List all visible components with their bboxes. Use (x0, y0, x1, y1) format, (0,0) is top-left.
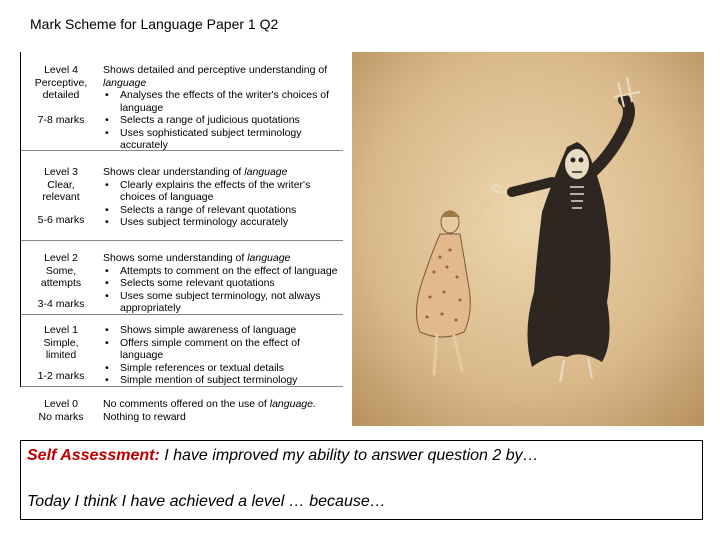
bullet-item: • Analyses the effects of the writer's choices of language (103, 89, 341, 114)
level-summary: Shows detailed and perceptive understanding of language (103, 64, 328, 89)
level-descriptor: Perceptive, (34, 76, 88, 89)
level-descriptor: No marks (38, 410, 84, 423)
level-summary: No comments offered on the use of language. (103, 398, 316, 410)
illustration-image (352, 52, 704, 426)
level-extra: Nothing to reward (103, 410, 186, 423)
level-0-row (21, 388, 343, 426)
bullet-item: • Offers simple comment on the effect of language (103, 337, 341, 362)
level-1-row (21, 316, 343, 387)
bullet-item: • Selects a range of relevant quotations (103, 204, 341, 217)
level-marks: 7-8 marks (37, 113, 85, 126)
level-name: Level 4 (44, 64, 78, 76)
level-descriptor: Some, (45, 264, 77, 277)
mark-scheme-table (20, 52, 343, 423)
level-4-row (21, 52, 343, 151)
bullet-item: • Uses subject terminology accurately (103, 216, 341, 229)
bullet-item: • Simple references or textual details (103, 362, 341, 375)
bullet-item: • Shows simple awareness of language (103, 324, 341, 337)
bullet-item: • Uses some subject terminology, not always appropriately (103, 290, 341, 315)
level-bullets (103, 324, 341, 387)
level-marks: 1-2 marks (37, 369, 85, 382)
level-3-row (21, 152, 343, 241)
level-marks: 5-6 marks (37, 213, 85, 226)
level-bullets (103, 89, 341, 152)
level-descriptor: relevant (42, 191, 80, 203)
level-summary: Shows clear understanding of language (103, 166, 288, 178)
level-descriptor: Clear, (47, 178, 75, 191)
level-bullets (103, 179, 341, 229)
level-descriptor: attempts (40, 277, 82, 289)
level-descriptor: Simple, (43, 336, 79, 349)
level-name: Level 3 (44, 166, 78, 178)
bullet-item: • Attempts to comment on the effect of language (103, 265, 341, 278)
level-reflection-prompt: Today I think I have achieved a level … because… (27, 493, 386, 510)
page-title: Mark Scheme for Language Paper 1 Q2 (30, 16, 279, 32)
level-name: Level 2 (44, 252, 78, 264)
dance-of-death-illustration (352, 52, 704, 426)
level-name: Level 0 (44, 398, 78, 410)
bullet-item: • Simple mention of subject terminology (103, 374, 341, 387)
level-descriptor: detailed (42, 89, 80, 101)
self-assessment-box[interactable] (20, 440, 703, 520)
bullet-item: • Clearly explains the effects of the writer's choices of language (103, 179, 341, 204)
self-assessment-label: Self Assessment: (27, 447, 160, 464)
level-descriptor: limited (45, 349, 77, 361)
self-assessment-prompt: Self Assessment: I have improved my ability to answer question 2 by… (27, 447, 539, 464)
bullet-item: • Uses sophisticated subject terminology accurately (103, 127, 341, 152)
level-summary: Shows some understanding of language (103, 252, 291, 264)
parchment-background (352, 52, 704, 426)
bullet-item: • Selects some relevant quotations (103, 277, 341, 290)
level-bullets (103, 265, 341, 315)
bullet-item: • Selects a range of judicious quotations (103, 114, 341, 127)
level-marks: 3-4 marks (37, 297, 85, 310)
level-name: Level 1 (44, 324, 78, 336)
level-2-row (21, 242, 343, 315)
